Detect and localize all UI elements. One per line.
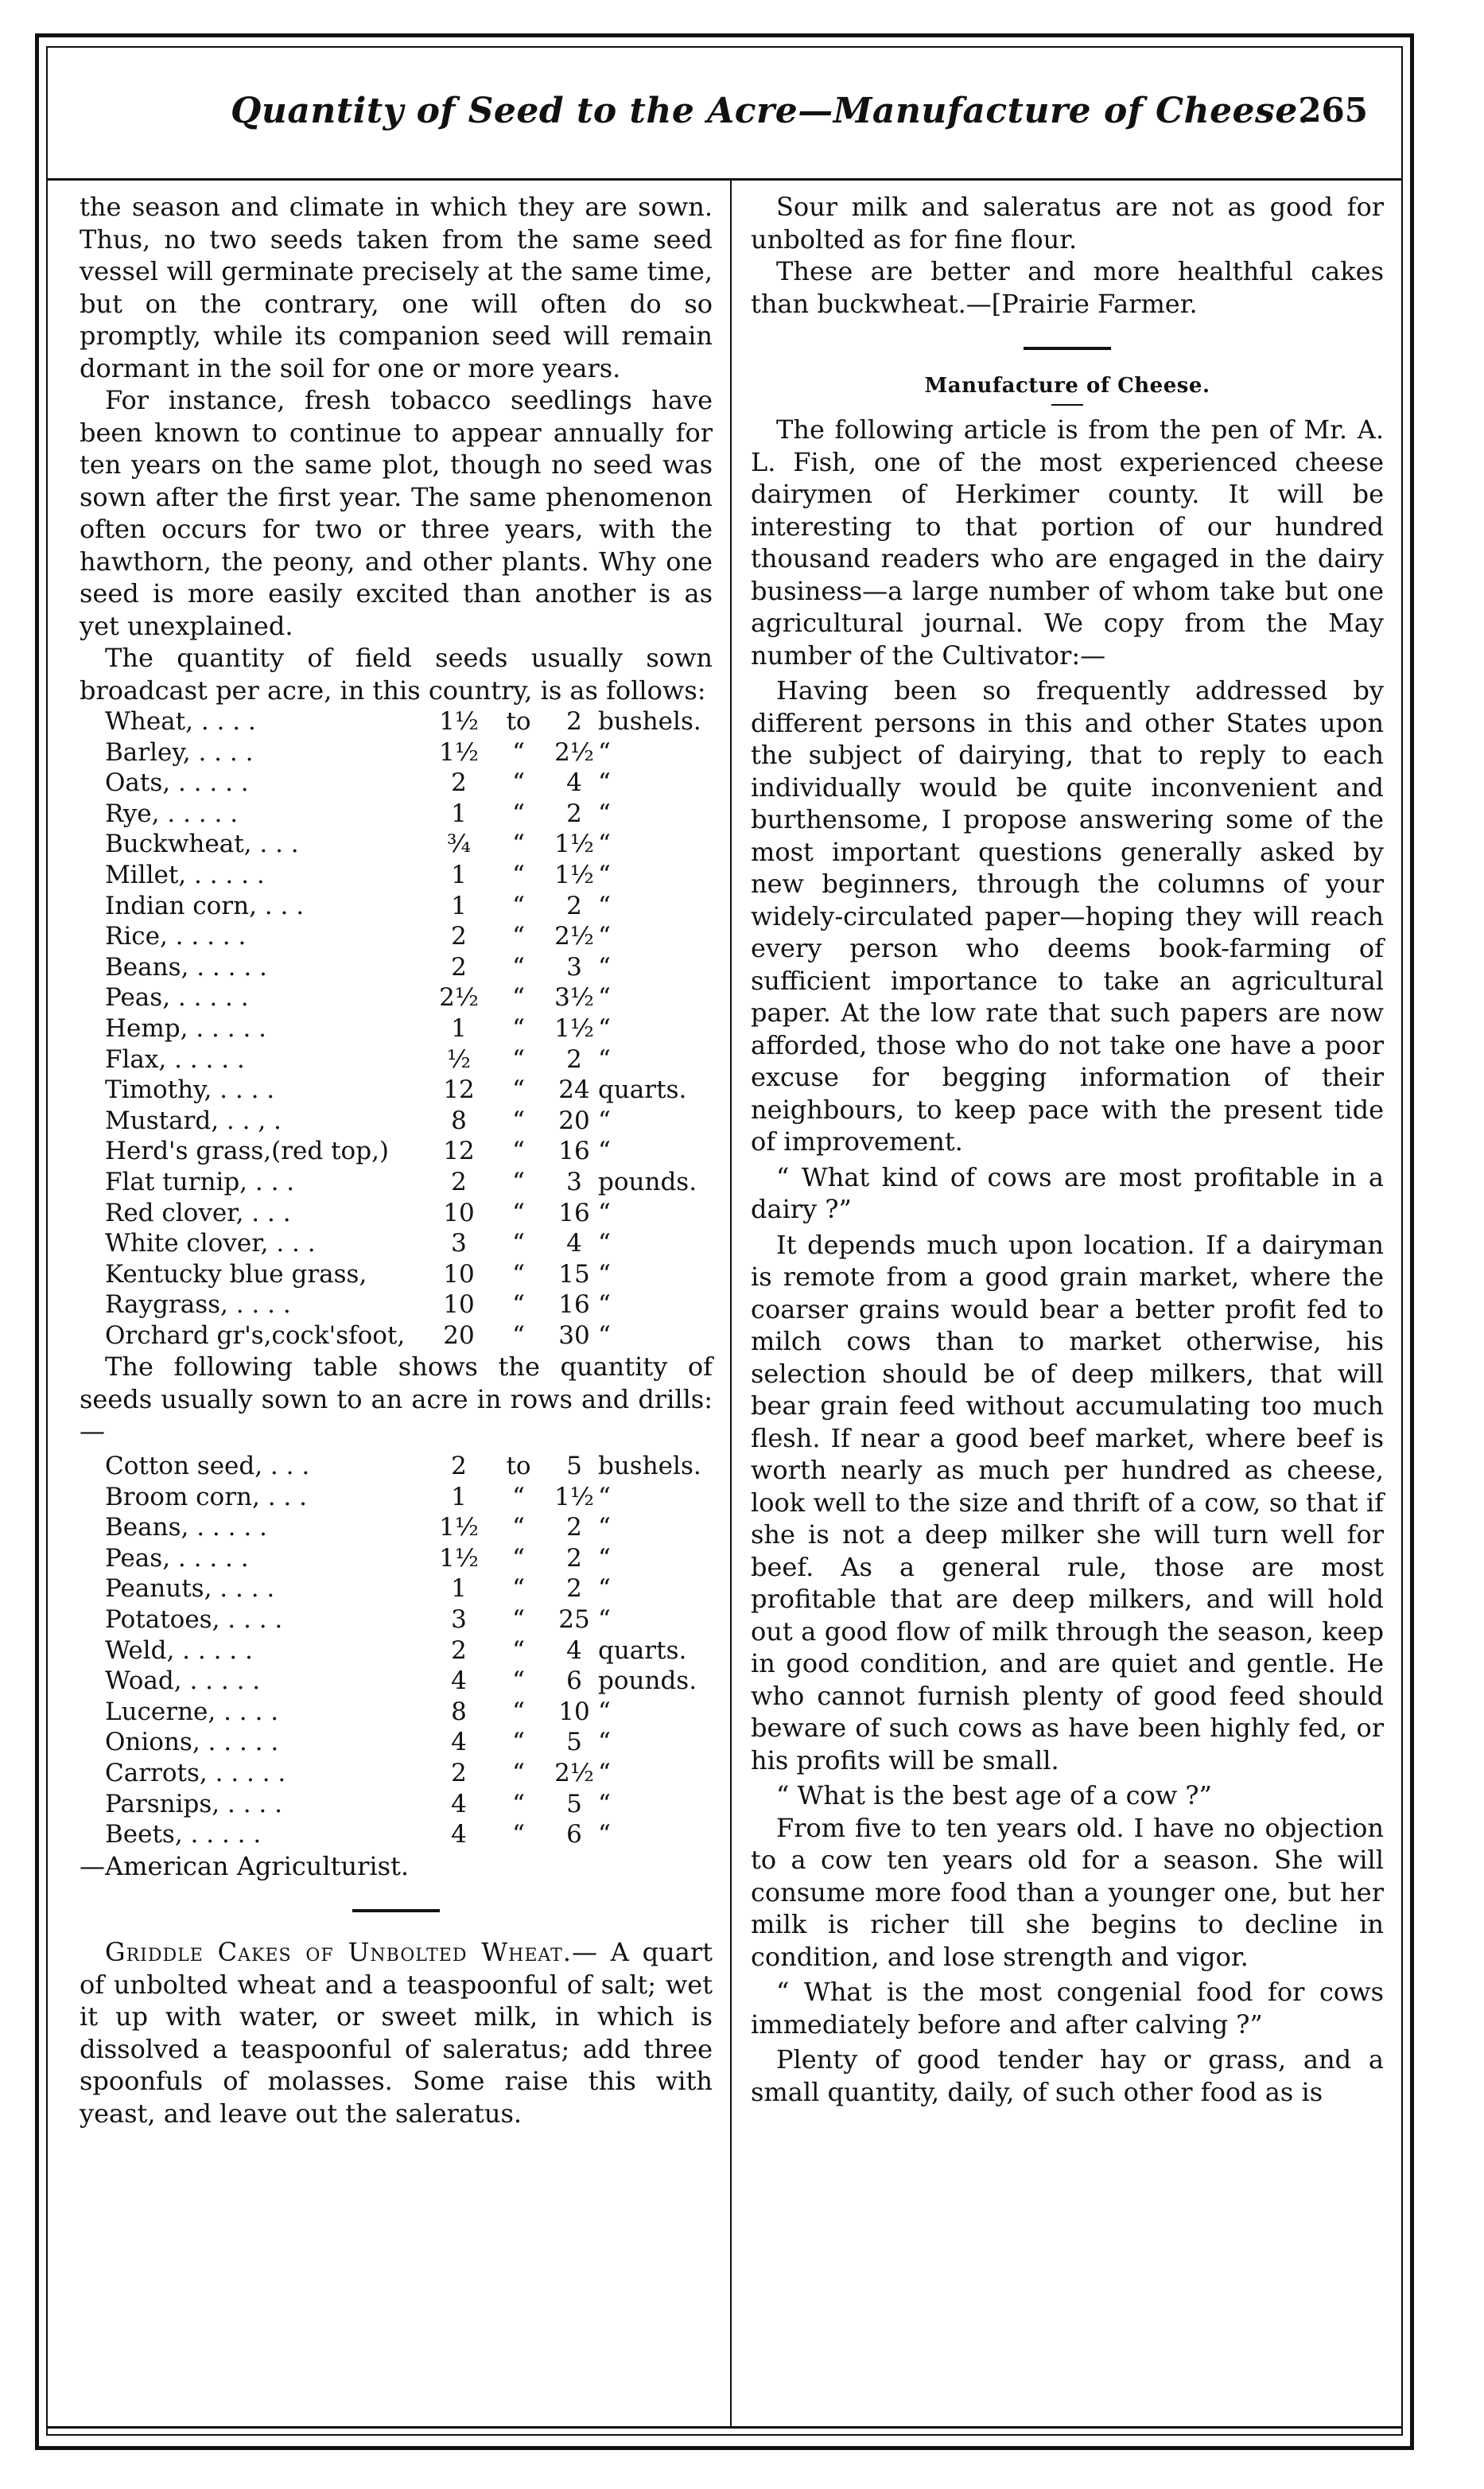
seed-row: [105, 1289, 709, 1320]
range-separator: “: [512, 1229, 525, 1258]
min-quantity: ½: [446, 1044, 472, 1074]
unit: “: [598, 1728, 611, 1757]
max-quantity: 3: [566, 1167, 582, 1196]
seed-row: [105, 768, 709, 799]
paragraph: The following article is from the pen of Mr. A. L. Fish, one of the most experienced cheese dairymen of Herkimer county. It will be interesting to that portion of our hundred thousand readers who are engaged in the dairy business—a large number of whom take but one agricultural journal. We copy from the May number of the Cultivator:—: [751, 414, 1384, 671]
seed-row: [105, 1198, 709, 1229]
min-quantity: 4: [451, 1728, 467, 1757]
unit: “: [598, 1789, 611, 1818]
min-quantity: 4: [451, 1789, 467, 1818]
question: “ What kind of cows are most profitable in a dairy ?”: [751, 1161, 1384, 1224]
max-quantity: 2½: [554, 922, 594, 951]
min-quantity: 8: [451, 1697, 467, 1726]
seed-row: [105, 737, 709, 768]
range-separator: “: [512, 799, 525, 828]
min-quantity: 1½: [439, 707, 479, 736]
paragraph: The following table shows the quantity of seeds usually sown to an acre in rows and drills:—: [80, 1351, 713, 1447]
range-separator: “: [512, 830, 525, 859]
seed-row: [105, 829, 709, 860]
seed-row: [105, 921, 709, 952]
unit: “: [598, 922, 611, 951]
range-separator: “: [512, 891, 525, 920]
seed-row: [105, 1259, 709, 1290]
max-quantity: 2: [566, 799, 582, 828]
crop-name: Mustard, . . , .: [105, 1106, 282, 1135]
min-quantity: 2: [451, 1167, 467, 1196]
broadcast-seed-table: [105, 706, 709, 1351]
range-separator: “: [512, 1106, 525, 1135]
paragraph: It depends much upon location. If a dairyman is remote from a good grain market, where the coarser grains would bear a better profit fed to milch cows than to market otherwise, his selection should be of deep milkers, that will bear grain feed without accumulating too much flesh. If near a good beef market, where beef is worth nearly as much per hundred as cheese, look well to the size and thrift of a cow, so that if she is not a deep milker she will turn well for beef. As a general rule, those are most profitable that are deep milkers, and will hold out a good flow of milk through the season, keep in good condition, and are quiet and gentle. He who cannot furnish plenty of good feed should beware of such cows as have been highly fed, or his profits will be small.: [751, 1229, 1384, 1775]
unit: “: [598, 1259, 611, 1289]
unit: quarts.: [598, 1075, 687, 1105]
paragraph: Sour milk and saleratus are not as good for unbolted as for fine flour.: [751, 192, 1384, 255]
unit: “: [598, 1758, 611, 1787]
range-separator: “: [512, 1666, 525, 1696]
min-quantity: 1½: [439, 1513, 479, 1542]
max-quantity: 10: [558, 1697, 590, 1726]
min-quantity: 12: [443, 1075, 475, 1105]
min-quantity: 3: [451, 1604, 467, 1634]
section-heading: Manufacture of Cheese.: [924, 374, 1210, 398]
range-separator: to: [506, 707, 531, 736]
min-quantity: 10: [443, 1259, 475, 1289]
crop-name: Herd's grass,(red top,): [105, 1137, 390, 1166]
min-quantity: 1½: [439, 737, 479, 767]
crop-name: Flat turnip, . . .: [105, 1167, 295, 1196]
crop-name: Parsnips, . . . .: [105, 1789, 282, 1818]
crop-name: Rye, . . . . .: [105, 799, 239, 828]
min-quantity: 1: [451, 1482, 467, 1511]
range-separator: “: [512, 1635, 525, 1665]
min-quantity: 2: [451, 1635, 467, 1665]
min-quantity: 2½: [439, 983, 479, 1013]
paragraph: the season and climate in which they are sown. Thus, no two seeds taken from the same seed vessel will germinate precisely at the same time, but on the contrary, one will often do so promptly, while its companion seed will remain dormant in the soil for one or more years.: [80, 192, 713, 383]
max-quantity: 2: [566, 1543, 582, 1573]
crop-name: Buckwheat, . . .: [105, 830, 299, 859]
recipe-title: Griddle Cakes of Unbolted Wheat.: [105, 1937, 572, 1968]
range-separator: “: [512, 1198, 525, 1227]
seed-row: [105, 1819, 709, 1850]
unit: “: [598, 737, 611, 767]
max-quantity: 4: [566, 1635, 582, 1665]
range-separator: “: [512, 1513, 525, 1542]
crop-name: Woad, . . . . .: [105, 1666, 261, 1696]
unit: “: [598, 1320, 611, 1350]
paragraph: Plenty of good tender hay or grass, and a small quantity, daily, of such other food as is: [751, 2044, 1384, 2107]
unit: “: [598, 1513, 611, 1542]
page-number: 265: [1298, 91, 1368, 130]
question: “ What is the most congenial food for cows immediately before and after calving ?”: [751, 1977, 1384, 2040]
range-separator: “: [512, 1044, 525, 1074]
min-quantity: 2: [451, 768, 467, 798]
paragraph: Having been so frequently addressed by different persons in this and other States upon the subject of dairying, that to reply to each individually would be quite inconvenient and burthensome, I propose answering some of the most important questions generally asked by new beginners, through the columns of your widely-circulated paper—hoping they will reach every person who deems book-farming of sufficient importance to take an agricultural paper. At the low rate that such papers are now afforded, those who do not take one have a poor excuse for begging information of their neighbours, to keep pace with the present tide of improvement.: [751, 675, 1384, 1157]
seed-row: [105, 1482, 709, 1513]
header-rule: [48, 178, 1401, 181]
max-quantity: 15: [558, 1259, 590, 1289]
max-quantity: 5: [566, 1789, 582, 1818]
min-quantity: 8: [451, 1106, 467, 1135]
seed-row: [105, 1635, 709, 1666]
footer-rule: [48, 2426, 1401, 2429]
unit: “: [598, 1604, 611, 1634]
crop-name: Barley, . . . .: [105, 737, 254, 767]
min-quantity: 10: [443, 1290, 475, 1320]
unit: “: [598, 952, 611, 982]
max-quantity: 25: [558, 1604, 590, 1634]
seed-row: [105, 1320, 709, 1351]
max-quantity: 1½: [554, 1482, 594, 1511]
unit: “: [598, 1290, 611, 1320]
range-separator: “: [512, 983, 525, 1013]
max-quantity: 2: [566, 707, 582, 736]
unit: “: [598, 1013, 611, 1043]
crop-name: Carrots, . . . . .: [105, 1758, 286, 1787]
max-quantity: 2: [566, 1574, 582, 1604]
seed-row: [105, 1512, 709, 1543]
seed-row: [105, 1044, 709, 1075]
range-separator: “: [512, 1574, 525, 1604]
min-quantity: 1: [451, 891, 467, 920]
seed-row: [105, 1167, 709, 1198]
seed-row: [105, 1789, 709, 1820]
crop-name: Red clover, . . .: [105, 1198, 291, 1227]
unit: “: [598, 860, 611, 889]
crop-name: Beets, . . . . .: [105, 1820, 262, 1849]
page-title: Quantity of Seed to the Acre—Manufacture of Cheese.: [231, 91, 1311, 131]
recipe-paragraph: [80, 1936, 713, 2129]
crop-name: Hemp, . . . . .: [105, 1013, 267, 1043]
range-separator: “: [512, 1137, 525, 1166]
min-quantity: 1: [451, 799, 467, 828]
min-quantity: 2: [451, 1451, 467, 1480]
crop-name: Millet, . . . . .: [105, 860, 265, 889]
unit: bushels.: [598, 707, 701, 736]
seed-row: [105, 1758, 709, 1789]
range-separator: “: [512, 1789, 525, 1818]
range-separator: “: [512, 768, 525, 798]
range-separator: “: [512, 1482, 525, 1511]
drills-seed-table: [105, 1451, 709, 1850]
min-quantity: 4: [451, 1820, 467, 1849]
running-header: [48, 80, 1400, 159]
max-quantity: 2: [566, 1513, 582, 1542]
crop-name: Peas, . . . . .: [105, 983, 249, 1013]
seed-row: [105, 706, 709, 737]
recipe-text: — A quart of unbolted wheat and a teaspoonful of salt; wet it up with water, or sweet milk, in which is dissolved a teaspoonful of saleratus; add three spoonfuls of molasses. Some raise this with yeast, and leave out the saleratus.: [80, 1937, 713, 2129]
crop-name: White clover, . . .: [105, 1229, 316, 1258]
seed-row: [105, 1451, 709, 1482]
section-rule: [1024, 347, 1111, 350]
seed-row: [105, 1228, 709, 1259]
max-quantity: 2½: [554, 737, 594, 767]
seed-row: [105, 1136, 709, 1167]
max-quantity: 20: [558, 1106, 590, 1135]
crop-name: Wheat, . . . .: [105, 707, 256, 736]
heading-rule: [1051, 404, 1083, 406]
crop-name: Peanuts, . . . .: [105, 1574, 275, 1604]
range-separator: “: [512, 922, 525, 951]
crop-name: Beans, . . . . .: [105, 952, 267, 982]
seed-row: [105, 1604, 709, 1635]
seed-row: [105, 1666, 709, 1697]
range-separator: “: [512, 1604, 525, 1634]
range-separator: “: [512, 1320, 525, 1350]
unit: quarts.: [598, 1635, 687, 1665]
crop-name: Indian corn, . . .: [105, 891, 305, 920]
seed-row: [105, 891, 709, 922]
unit: “: [598, 1482, 611, 1511]
unit: “: [598, 768, 611, 798]
unit: “: [598, 1697, 611, 1726]
max-quantity: 4: [566, 1229, 582, 1258]
min-quantity: 20: [443, 1320, 475, 1350]
unit: “: [598, 1229, 611, 1258]
unit: “: [598, 1198, 611, 1227]
seed-row: [105, 952, 709, 983]
unit: pounds.: [598, 1167, 697, 1196]
max-quantity: 5: [566, 1451, 582, 1480]
crop-name: Oats, . . . . .: [105, 768, 249, 798]
crop-name: Onions, . . . . .: [105, 1728, 279, 1757]
max-quantity: 30: [558, 1320, 590, 1350]
right-column: [751, 191, 1384, 2108]
crop-name: Orchard gr's,cock'sfoot,: [105, 1320, 406, 1350]
crop-name: Lucerne, . . . .: [105, 1697, 279, 1726]
unit: “: [598, 799, 611, 828]
min-quantity: 2: [451, 1758, 467, 1787]
attribution: —American Agriculturist.: [80, 1850, 410, 1881]
max-quantity: 3½: [554, 983, 594, 1013]
range-separator: “: [512, 1167, 525, 1196]
range-separator: “: [512, 1728, 525, 1757]
unit: “: [598, 830, 611, 859]
column-divider: [730, 180, 732, 2428]
paragraph: The quantity of field seeds usually sown broadcast per acre, in this country, is as follows:: [80, 643, 713, 706]
paragraph: From five to ten years old. I have no objection to a cow ten years old for a season. She will consume more food than a younger one, but her milk is richer till she begins to decline in condition, and lose strength and vigor.: [751, 1812, 1384, 1972]
paragraph: These are better and more healthful cakes than buckwheat.—[Prairie Farmer.: [751, 256, 1384, 319]
max-quantity: 3: [566, 952, 582, 982]
min-quantity: 2: [451, 952, 467, 982]
min-quantity: 12: [443, 1137, 475, 1166]
crop-name: Raygrass, . . . .: [105, 1290, 291, 1320]
unit: “: [598, 1137, 611, 1166]
min-quantity: 1: [451, 1013, 467, 1043]
min-quantity: 1: [451, 1574, 467, 1604]
max-quantity: 2: [566, 1044, 582, 1074]
seed-row: [105, 860, 709, 891]
seed-row: [105, 1727, 709, 1758]
min-quantity: 2: [451, 922, 467, 951]
unit: “: [598, 983, 611, 1013]
range-separator: to: [506, 1451, 531, 1480]
max-quantity: 16: [558, 1137, 590, 1166]
unit: “: [598, 1106, 611, 1135]
range-separator: “: [512, 1697, 525, 1726]
max-quantity: 1½: [554, 1013, 594, 1043]
range-separator: “: [512, 1758, 525, 1787]
max-quantity: 24: [558, 1075, 590, 1105]
unit: bushels.: [598, 1451, 701, 1480]
section-rule: [352, 1909, 440, 1912]
max-quantity: 1½: [554, 860, 594, 889]
max-quantity: 5: [566, 1728, 582, 1757]
crop-name: Weld, . . . . .: [105, 1635, 253, 1665]
paragraph: For instance, fresh tobacco seedlings have been known to continue to appear annually for ten years on the same plot, though no seed was sown after the first year. The same phenomenon often occurs for two or three years, with the hawthorn, the peony, and other plants. Why one seed is more easily excited than another is as yet unexplained.: [80, 385, 713, 641]
left-column: [80, 191, 713, 2129]
seed-row: [105, 799, 709, 830]
seed-row: [105, 1573, 709, 1604]
seed-row: [105, 1075, 709, 1106]
range-separator: “: [512, 1259, 525, 1289]
seed-row: [105, 1697, 709, 1728]
unit: “: [598, 1574, 611, 1604]
range-separator: “: [512, 1075, 525, 1105]
max-quantity: 2: [566, 891, 582, 920]
seed-row: [105, 1106, 709, 1137]
max-quantity: 1½: [554, 830, 594, 859]
unit: “: [598, 1044, 611, 1074]
range-separator: “: [512, 1543, 525, 1573]
range-separator: “: [512, 1820, 525, 1849]
min-quantity: 4: [451, 1666, 467, 1696]
min-quantity: 10: [443, 1198, 475, 1227]
question: “ What is the best age of a cow ?”: [776, 1780, 1212, 1810]
max-quantity: 2½: [554, 1758, 594, 1787]
range-separator: “: [512, 1290, 525, 1320]
unit: “: [598, 1820, 611, 1849]
crop-name: Beans, . . . . .: [105, 1513, 267, 1542]
range-separator: “: [512, 1013, 525, 1043]
crop-name: Rice, . . . . .: [105, 922, 247, 951]
max-quantity: 4: [566, 768, 582, 798]
seed-row: [105, 1543, 709, 1574]
max-quantity: 6: [566, 1666, 582, 1696]
min-quantity: 1½: [439, 1543, 479, 1573]
crop-name: Timothy, . . . .: [105, 1075, 275, 1105]
crop-name: Cotton seed, . . .: [105, 1451, 310, 1480]
min-quantity: 3: [451, 1229, 467, 1258]
crop-name: Broom corn, . . .: [105, 1482, 307, 1511]
crop-name: Potatoes, . . . .: [105, 1604, 283, 1634]
max-quantity: 16: [558, 1290, 590, 1320]
range-separator: “: [512, 952, 525, 982]
crop-name: Kentucky blue grass,: [105, 1259, 367, 1289]
crop-name: Peas, . . . . .: [105, 1543, 249, 1573]
range-separator: “: [512, 737, 525, 767]
range-separator: “: [512, 860, 525, 889]
crop-name: Flax, . . . . .: [105, 1044, 245, 1074]
unit: pounds.: [598, 1666, 697, 1696]
seed-row: [105, 1013, 709, 1044]
max-quantity: 6: [566, 1820, 582, 1849]
min-quantity: ¾: [446, 830, 472, 859]
unit: “: [598, 891, 611, 920]
max-quantity: 16: [558, 1198, 590, 1227]
seed-row: [105, 982, 709, 1013]
min-quantity: 1: [451, 860, 467, 889]
unit: “: [598, 1543, 611, 1573]
